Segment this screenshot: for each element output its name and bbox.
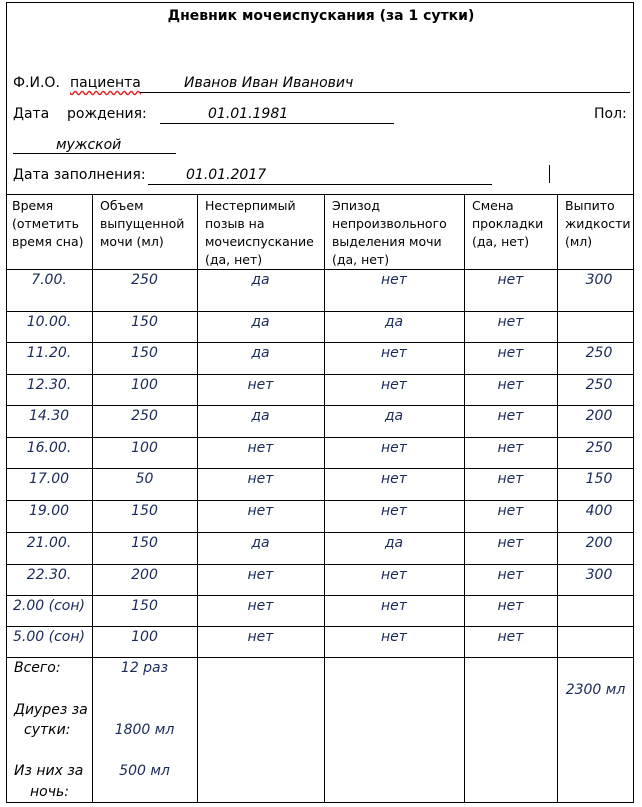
cell-fluid: 250 (585, 345, 613, 361)
cell-time: 2.00 (сон) (13, 598, 85, 614)
name-underline (140, 92, 630, 93)
row-divider (6, 532, 634, 533)
row-divider (6, 657, 634, 658)
cell-pad-change: нет (497, 377, 524, 393)
dob-underline (160, 123, 394, 124)
cell-time: 22.30. (26, 567, 72, 583)
cell-incontinence: нет (381, 629, 407, 645)
cell-urgency: нет (247, 377, 274, 393)
cell-pad-change: нет (497, 272, 524, 288)
cell-urgency: нет (247, 598, 274, 614)
cell-pad-change: нет (497, 408, 524, 424)
dob-label-2: рождения: (67, 106, 147, 122)
cell-time: 16.00. (26, 440, 72, 456)
cell-pad-change: нет (497, 440, 524, 456)
cell-volume: 250 (131, 272, 158, 288)
cell-incontinence: нет (381, 567, 407, 583)
header-time: Время (отметить время сна) (12, 198, 84, 249)
cell-pad-change: нет (497, 629, 524, 645)
cell-incontinence: нет (381, 272, 407, 288)
row-divider (6, 595, 634, 596)
cell-urgency: да (251, 345, 270, 361)
row-divider (6, 311, 634, 312)
cell-urgency: да (251, 272, 270, 288)
diuresis-label-1: Диурез за (14, 702, 88, 718)
header-volume: Объем выпущенной мочи (мл) (100, 198, 185, 249)
night-label-1: Из них за (14, 763, 84, 779)
cell-pad-change: нет (497, 567, 524, 583)
cell-pad-change: нет (497, 345, 524, 361)
night-label-2: ночь: (30, 784, 69, 800)
cell-time: 21.00. (26, 535, 72, 551)
cell-pad-change: нет (497, 535, 524, 551)
name-label-2: пациента (70, 75, 141, 91)
cell-volume: 100 (131, 440, 158, 456)
dob-value: 01.01.1981 (208, 106, 289, 122)
cell-urgency: да (251, 408, 270, 424)
patient-name: Иванов Иван Иванович (184, 75, 354, 91)
cell-volume: 50 (135, 471, 154, 487)
document-title: Дневник мочеиспускания (за 1 сутки) (167, 8, 475, 24)
cell-time: 10.00. (26, 314, 72, 330)
sex-label: Пол: (594, 106, 627, 122)
fill-date-value: 01.01.2017 (186, 167, 267, 183)
cell-incontinence: да (384, 535, 404, 551)
header-pad-change: Смена прокладки (да, нет) (472, 198, 544, 249)
cell-fluid: 400 (585, 503, 613, 519)
cell-urgency: нет (247, 471, 274, 487)
cell-pad-change: нет (497, 314, 524, 330)
cell-incontinence: нет (381, 345, 407, 361)
cell-time: 5.00 (сон) (13, 629, 85, 645)
cell-urgency: нет (247, 440, 274, 456)
total-label: Всего: (14, 660, 61, 676)
row-divider (6, 342, 634, 343)
cell-incontinence: нет (381, 377, 407, 393)
header-bottom-border (6, 269, 634, 270)
cell-urgency: нет (247, 567, 274, 583)
cell-volume: 150 (131, 345, 158, 361)
cell-urgency: нет (247, 629, 274, 645)
row-divider (6, 405, 634, 406)
fill-date-underline (148, 184, 492, 185)
cell-volume: 150 (131, 598, 158, 614)
cell-incontinence: нет (381, 471, 407, 487)
sex-value: мужской (56, 137, 122, 153)
row-divider (6, 564, 634, 565)
header-urgency: Нестерпимый позыв на мочеиспускание (да, нет) (205, 198, 314, 267)
cell-fluid: 200 (585, 408, 613, 424)
row-divider (6, 437, 634, 438)
fluid-total: 2300 мл (565, 682, 626, 698)
diuresis-value: 1800 мл (114, 722, 175, 738)
cell-fluid: 150 (585, 471, 613, 487)
text-cursor (549, 165, 550, 183)
cell-time: 12.30. (26, 377, 72, 393)
cell-incontinence: да (384, 408, 404, 424)
cell-pad-change: нет (497, 471, 524, 487)
cell-incontinence: нет (381, 503, 407, 519)
header-fluid-intake: Выпито жидкости (мл) (565, 198, 631, 249)
cell-volume: 150 (131, 314, 158, 330)
cell-incontinence: нет (381, 440, 407, 456)
sex-underline (13, 153, 176, 154)
cell-incontinence: нет (381, 598, 407, 614)
total-count: 12 раз (120, 660, 169, 676)
cell-pad-change: нет (497, 503, 524, 519)
cell-urgency: да (251, 314, 270, 330)
row-divider (6, 500, 634, 501)
cell-urgency: нет (247, 503, 274, 519)
cell-pad-change: нет (497, 598, 524, 614)
name-label: Ф.И.О. (13, 75, 60, 91)
header-incontinence: Эпизод непроизвольного выделения мочи (да, нет) (332, 198, 447, 267)
cell-fluid: 250 (585, 377, 613, 393)
night-value: 500 мл (119, 763, 170, 779)
cell-incontinence: да (384, 314, 404, 330)
row-divider (6, 468, 634, 469)
cell-volume: 150 (131, 503, 158, 519)
row-divider (6, 626, 634, 627)
dob-label: Дата (13, 106, 50, 122)
cell-volume: 100 (131, 377, 158, 393)
cell-fluid: 300 (585, 272, 613, 288)
cell-time: 19.00 (28, 503, 70, 519)
diuresis-label-2: сутки: (24, 722, 71, 738)
row-divider (6, 374, 634, 375)
cell-time: 7.00. (31, 272, 67, 288)
cell-time: 17.00 (28, 471, 70, 487)
table-top-border (6, 194, 634, 195)
cell-urgency: да (251, 535, 270, 551)
cell-time: 11.20. (26, 345, 72, 361)
cell-volume: 200 (131, 567, 158, 583)
cell-volume: 150 (131, 535, 158, 551)
cell-fluid: 250 (585, 440, 613, 456)
cell-fluid: 300 (585, 567, 613, 583)
cell-volume: 250 (131, 408, 158, 424)
fill-date-label: Дата заполнения: (13, 167, 146, 183)
cell-volume: 100 (131, 629, 158, 645)
cell-time: 14.30 (28, 408, 70, 424)
cell-fluid: 200 (585, 535, 613, 551)
